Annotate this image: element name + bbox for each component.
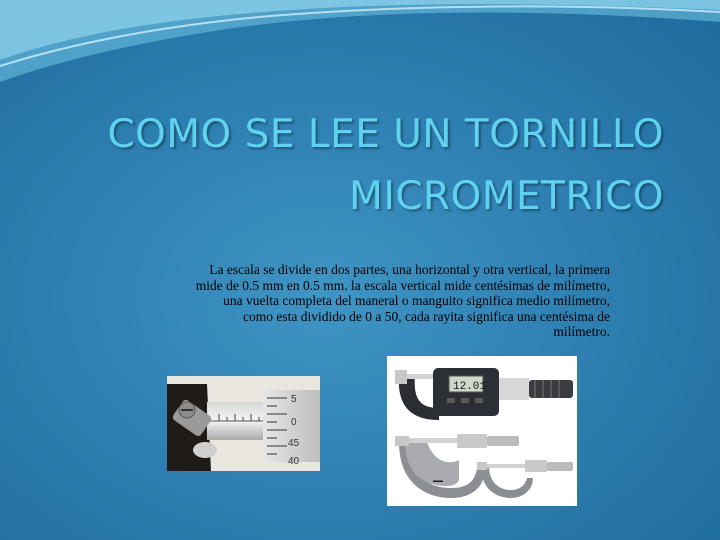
svg-text:5: 5: [291, 394, 297, 405]
body-line-1: La escala se divide en dos partes, una horizontal y otra vertical, la primera: [209, 262, 610, 277]
micrometers-photo: [387, 356, 577, 506]
header-swoosh-decoration: [0, 0, 720, 90]
slide-body-text: [80, 262, 610, 340]
body-line-3: una vuelta completa del maneral o manguito significa medio milímetro,: [223, 293, 610, 309]
micrometer-closeup-photo: [167, 376, 320, 471]
svg-text:40: 40: [288, 456, 300, 467]
body-line-4: como esta dividido de 0 a 50, cada rayita significa una centésima de: [243, 308, 610, 324]
slide-title: [40, 104, 664, 228]
title-line-2: MICROMETRICO: [349, 174, 664, 219]
svg-text:0: 0: [291, 417, 297, 428]
body-line-5: milímetro.: [553, 324, 610, 340]
body-line-2: mide de 0.5 mm en 0.5 mm. la escala vertical mide centésimas de milímetro,: [195, 277, 610, 293]
svg-text:▬▬: ▬▬: [433, 478, 443, 484]
svg-text:45: 45: [288, 438, 300, 449]
micrometers-group-icon: [387, 356, 577, 506]
title-line-1: COMO SE LEE UN TORNILLO: [107, 112, 664, 157]
svg-text:12.01: 12.01: [453, 381, 487, 393]
micrometer-thimble-closeup-icon: [167, 376, 320, 471]
